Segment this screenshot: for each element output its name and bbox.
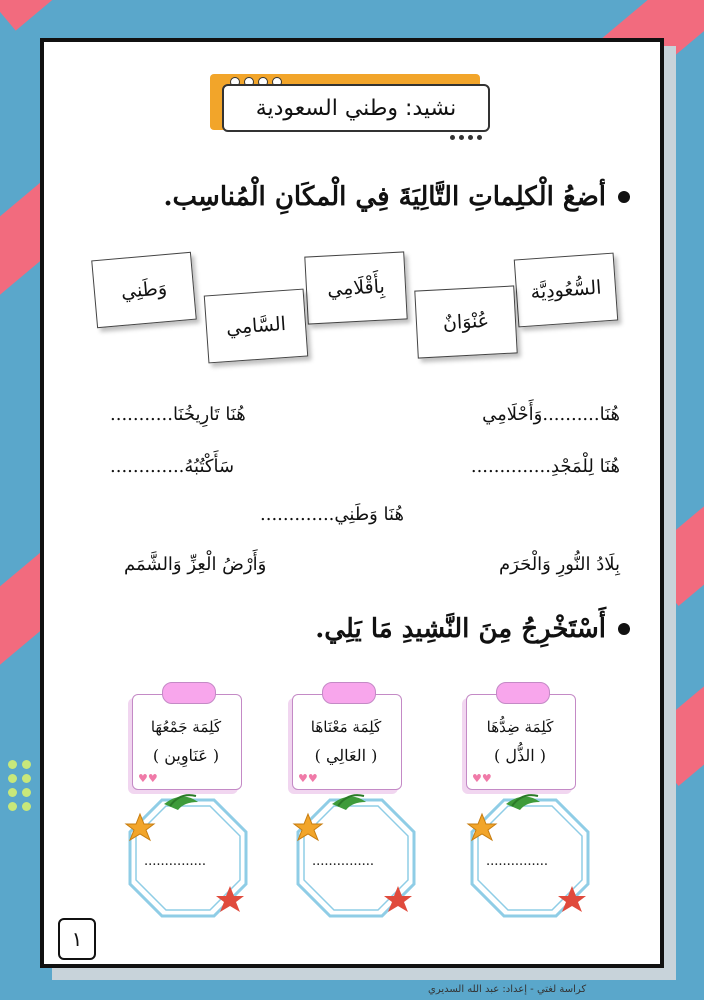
extract-card-value: ( الذُّل ) bbox=[494, 746, 546, 765]
word-card: السَّامِي bbox=[204, 289, 308, 364]
bullet-icon bbox=[618, 623, 630, 635]
answer-blank[interactable]: ............... bbox=[312, 854, 374, 869]
answer-blank[interactable]: ............... bbox=[144, 854, 206, 869]
extract-card-label: كَلِمَة ضِدُّهَا bbox=[486, 718, 554, 736]
bullet-icon bbox=[618, 191, 630, 203]
instruction-2-text: أَسْتَخْرِجُ مِنَ النَّشِيدِ مَا يَلِي. bbox=[315, 614, 606, 644]
word-card: السُّعُودِيَّة bbox=[514, 253, 618, 328]
word-card: وَطَنِي bbox=[91, 252, 197, 328]
heart-icon: ♥♥ bbox=[298, 772, 318, 785]
extract-card bbox=[132, 682, 242, 792]
poem-line: هُنَا تَارِيخُنَا........... bbox=[110, 404, 246, 425]
poem-line: هُنَا..........وَأَحْلَامِي bbox=[482, 404, 620, 425]
instruction-2 bbox=[315, 614, 630, 644]
page-number: ١ bbox=[58, 918, 96, 960]
heart-icon: ♥♥ bbox=[472, 772, 492, 785]
poem-line: وَأَرْضُ الْعِزِّ وَالشَّمَم bbox=[124, 554, 267, 575]
poem-line: بِلَادُ النُّورِ وَالْحَرَم bbox=[499, 554, 620, 575]
extract-card-value: ( عَنَاوِين ) bbox=[152, 746, 220, 765]
worksheet-page bbox=[40, 38, 664, 995]
heart-icon: ♥♥ bbox=[138, 772, 158, 785]
poem-line: هُنَا وَطَنِي............. bbox=[260, 504, 404, 525]
extract-card bbox=[466, 682, 576, 792]
word-card: عُنْوَانٌ bbox=[414, 285, 517, 358]
answer-blank[interactable]: ............... bbox=[486, 854, 548, 869]
extract-card bbox=[292, 682, 402, 792]
poem-line: هُنَا لِلْمَجْدِ.............. bbox=[470, 456, 620, 477]
page-title: نشيد: وطني السعودية bbox=[222, 84, 490, 132]
poem-line: سَأَكْتُبُهُ............. bbox=[110, 456, 235, 477]
extract-card-label: كَلِمَة مَعْنَاهَا bbox=[310, 718, 382, 736]
title-banner bbox=[210, 74, 490, 140]
footer-credit: كراسة لغتي - إعداد: عبد الله السديري bbox=[428, 984, 587, 995]
extract-card-label: كَلِمَة جَمْعُهَا bbox=[150, 718, 222, 736]
extract-card-value: ( العَالِي ) bbox=[314, 746, 378, 765]
instruction-1 bbox=[163, 182, 630, 212]
instruction-1-text: أضعُ الْكلِماتِ التَّالِيَةَ فِي الْمكَانِ الْمُناسِب. bbox=[163, 182, 606, 212]
word-card: بِأَقْلَامِي bbox=[304, 251, 407, 324]
